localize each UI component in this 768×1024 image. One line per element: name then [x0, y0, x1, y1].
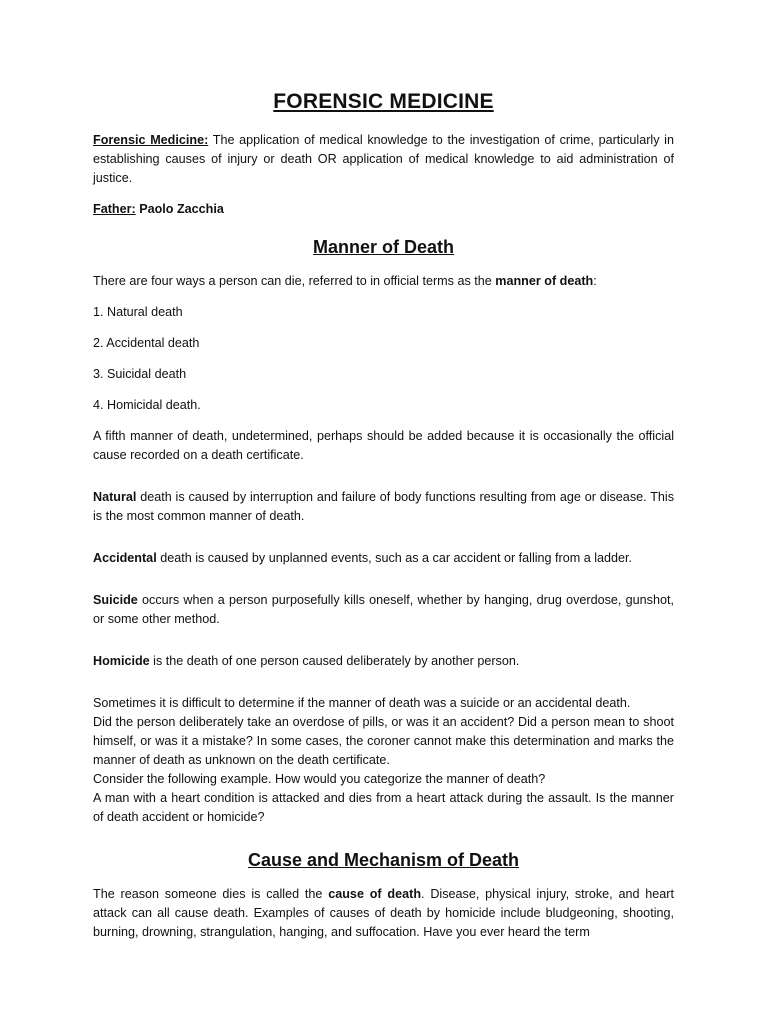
cause-text-start: The reason someone dies is called the: [93, 887, 329, 901]
father-label: Father:: [93, 202, 136, 216]
section-heading-manner: Manner of Death: [312, 237, 454, 257]
discussion-line-3: Consider the following example. How would you categorize the manner of death?: [93, 772, 546, 786]
cause-text-end: . Disease, physical injury, stroke, and heart attack can all cause death. Examples of causes of death by homicide include bludgeoning, shooting, burning, drowning, strangulation, hanging, and suffocation. Have you ever heard the term: [93, 887, 674, 939]
manner-intro: [93, 272, 674, 291]
accidental-text: death is caused by unplanned events, such as a car accident or falling from a ladder.: [156, 551, 633, 565]
natural-paragraph: [93, 488, 674, 526]
father-line: [93, 200, 674, 219]
accidental-paragraph: [93, 549, 674, 568]
definition-paragraph: [93, 131, 674, 188]
intro-end: :: [593, 274, 597, 288]
natural-text: death is caused by interruption and failure of body functions resulting from age or disease. This is the most common manner of death.: [93, 490, 674, 523]
intro-bold: manner of death: [495, 274, 594, 288]
list-item-suicidal: 3. Suicidal death: [93, 367, 187, 381]
discussion-line-1: Sometimes it is difficult to determine if the manner of death was a suicide or an accidental death.: [93, 696, 631, 710]
section-heading-cause: Cause and Mechanism of Death: [247, 850, 520, 870]
homicide-text: is the death of one person caused deliberately by another person.: [149, 654, 520, 668]
suicide-bold: Suicide: [93, 593, 138, 607]
discussion-line-2: Did the person deliberately take an overdose of pills, or was it an accident? Did a person mean to shoot himself, or was it a mistake? In some cases, the coroner cannot make this determination and marks the manner of death as unknown on the death certificate.: [93, 715, 674, 767]
father-name: Paolo Zacchia: [139, 202, 224, 216]
intro-text: There are four ways a person can die, referred to in official terms as the: [93, 274, 496, 288]
homicide-bold: Homicide: [93, 654, 150, 668]
definition-term: Forensic Medicine:: [93, 133, 209, 147]
suicide-text: occurs when a person purposefully kills oneself, whether by hanging, drug overdose, gunshot, or some other method.: [93, 593, 674, 626]
list-item-homicidal: 4. Homicidal death.: [93, 398, 201, 412]
suicide-paragraph: [93, 591, 674, 629]
discussion-line-4: A man with a heart condition is attacked and dies from a heart attack during the assault. Is the manner of death accident or homicide?: [93, 791, 674, 824]
cause-bold: cause of death: [328, 887, 422, 901]
definition-text: The application of medical knowledge to the investigation of crime, particularly in establishing causes of injury or death OR application of medical knowledge to aid administration of justice.: [93, 133, 674, 185]
homicide-paragraph: [93, 652, 674, 671]
fifth-manner-paragraph: A fifth manner of death, undetermined, perhaps should be added because it is occasionally the official cause recorded on a death certificate.: [93, 429, 674, 462]
cause-paragraph: [93, 885, 674, 942]
list-item-natural: 1. Natural death: [93, 305, 183, 319]
natural-bold: Natural: [93, 490, 137, 504]
accidental-bold: Accidental: [93, 551, 157, 565]
list-item-accidental: 2. Accidental death: [93, 336, 200, 350]
page-title: FORENSIC MEDICINE: [273, 90, 494, 113]
